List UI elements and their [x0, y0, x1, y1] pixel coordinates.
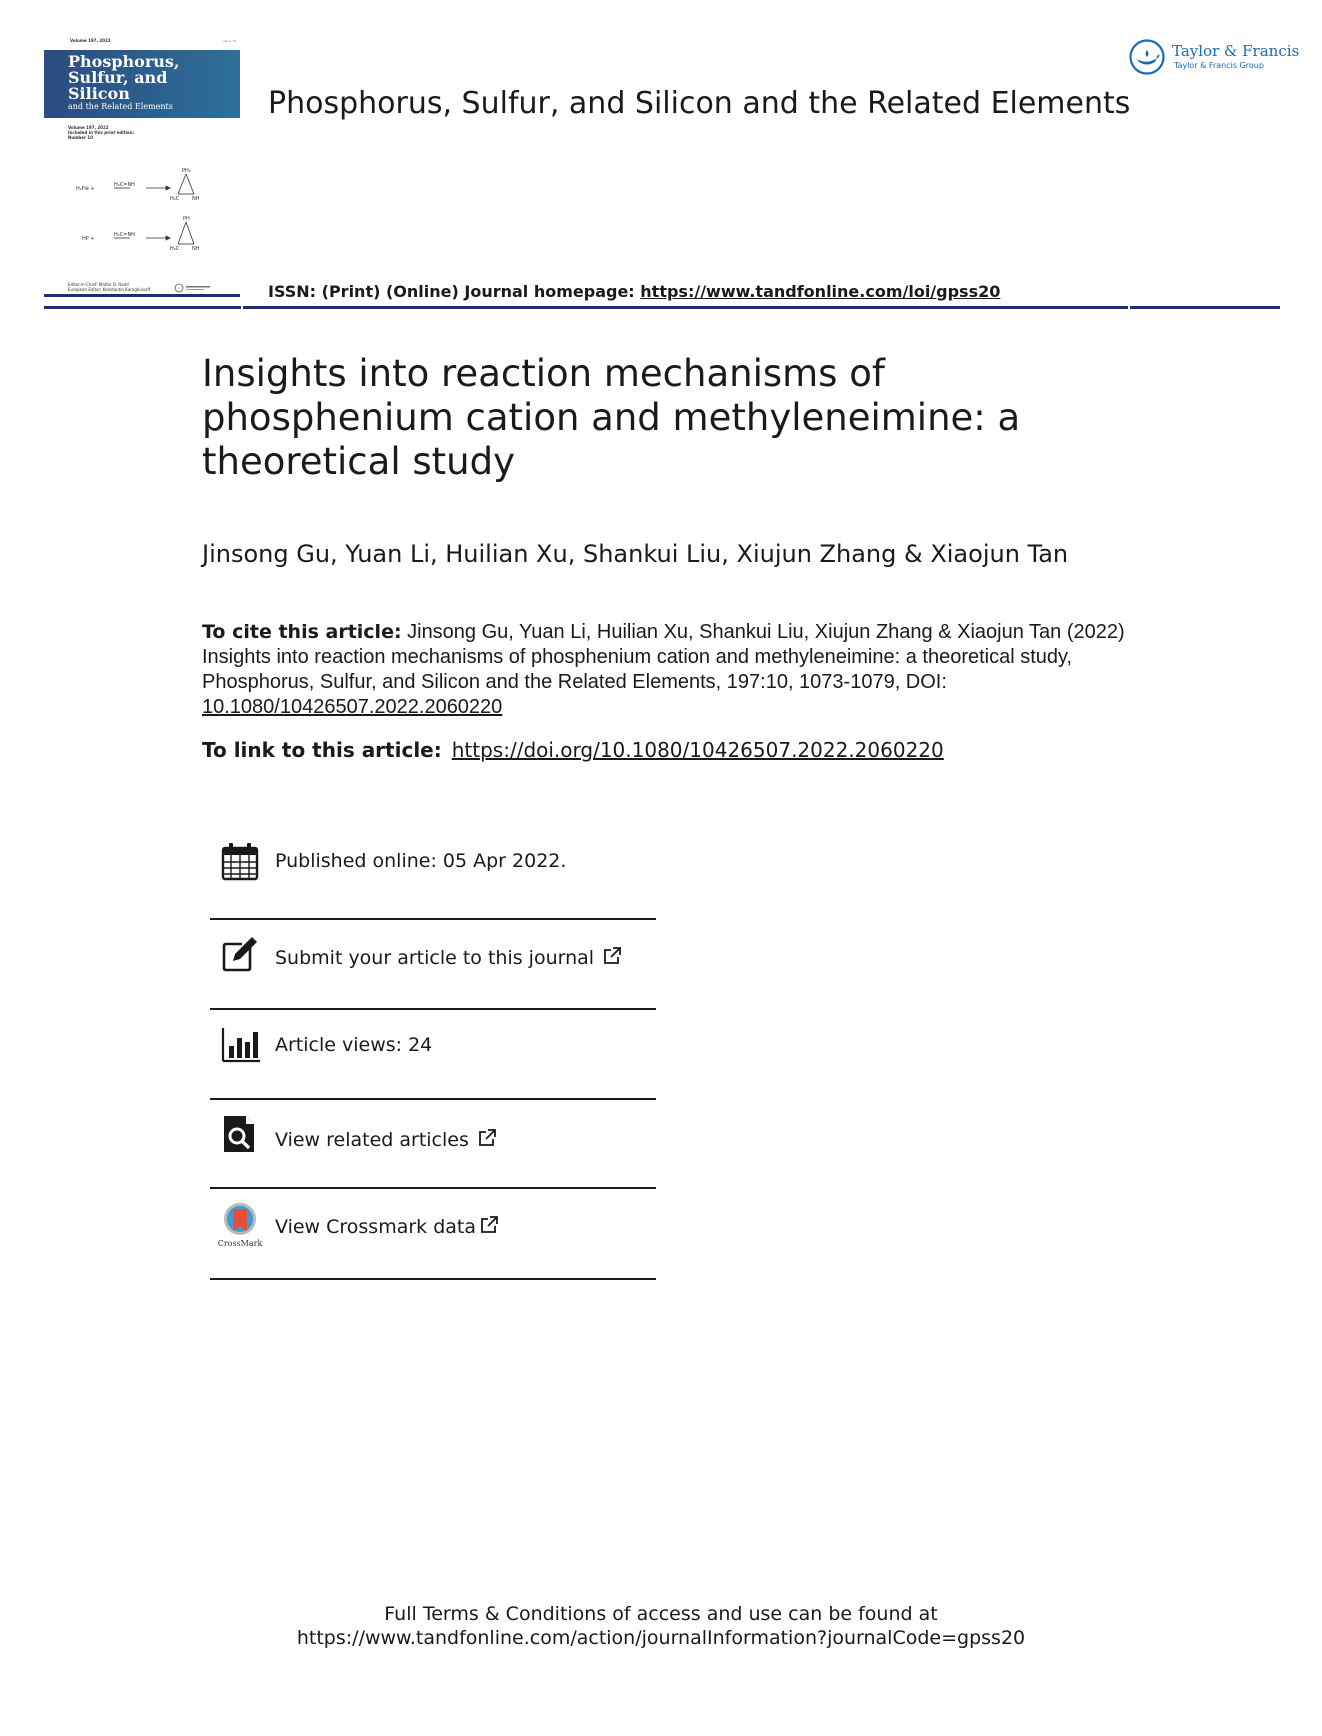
related-articles-label: View related articles: [275, 1129, 469, 1151]
publisher-logo[interactable]: [1128, 38, 1300, 80]
cover-editors: [68, 282, 150, 292]
cover-title-line3: Silicon: [68, 84, 130, 103]
cover-subtitle: and the Related Elements: [68, 102, 173, 111]
terms-line1: Full Terms & Conditions of access and use can be found at: [384, 1603, 938, 1625]
taylor-francis-lamp-icon: [1128, 38, 1166, 76]
crossmark-text[interactable]: [275, 1215, 499, 1238]
cover-chemistry-scheme-icon: [74, 166, 224, 266]
cover-editor1: Editor-in-Chief: Mattie D. Rudd: [68, 282, 129, 287]
svg-text:NH: NH: [192, 246, 200, 252]
citation-block: [202, 620, 1132, 720]
article-title: Insights into reaction mechanisms of phosphenium cation and methyleneimine: a theoretical study: [202, 352, 1021, 483]
bar-chart-icon: [220, 1024, 260, 1064]
svg-text:H₂C=NH: H₂C=NH: [114, 182, 135, 188]
cover-info: [44, 118, 240, 140]
published-online-row: [210, 838, 656, 928]
article-doi-link[interactable]: https://doi.org/10.1080/10426507.2022.2060220: [451, 738, 944, 762]
header-rule: [44, 306, 1280, 309]
svg-text:HP +: HP +: [82, 236, 95, 242]
journal-name: Phosphorus, Sulfur, and Silicon and the Related Elements: [268, 86, 1131, 121]
journal-homepage-link[interactable]: https://www.tandfonline.com/loi/gpss20: [640, 282, 1001, 301]
svg-text:PH: PH: [183, 216, 190, 222]
edit-icon: [220, 934, 260, 974]
article-authors: Jinsong Gu, Yuan Li, Huilian Xu, Shankui Liu, Xiujun Zhang & Xiaojun Tan: [202, 540, 1069, 568]
publisher-group: Taylor & Francis Group: [1174, 61, 1264, 70]
cover-title-band: [44, 50, 240, 118]
svg-text:PH₂: PH₂: [182, 168, 191, 174]
cover-title-line1: Phosphorus,: [68, 52, 180, 71]
cite-text: Jinsong Gu, Yuan Li, Huilian Xu, Shankui Liu, Xiujun Zhang & Xiaojun Tan (2022) Insights into reaction mechanisms of phosphenium cation and methyleneimine: a theoretical study, Phosphorus, Sulfur, and Silicon and the Related Elements, 197:10, 1073-1079, DOI:: [202, 621, 1125, 693]
calendar-icon: [220, 842, 260, 882]
header-rule-gap: [1128, 305, 1130, 310]
article-views-text: Article views: 24: [275, 1034, 433, 1056]
external-link-icon: [477, 1128, 497, 1148]
crossmark-label: View Crossmark data: [275, 1216, 477, 1238]
external-link-icon: [602, 946, 622, 966]
cover-volume-label: Volume 197, 2022: [70, 38, 111, 43]
terms-url[interactable]: https://www.tandfonline.com/action/journalInformation?journalCode=gpss20: [296, 1627, 1026, 1649]
cover-info-line1: Volume 197, 2022: [68, 125, 109, 130]
cover-title-line2: Sulfur, and: [68, 68, 168, 87]
crossmark-caption: CrossMark: [217, 1239, 263, 1248]
cover-bottom-bar: [44, 294, 240, 297]
crossmark-row[interactable]: [210, 1189, 656, 1279]
article-views-row: [210, 1010, 656, 1100]
article-link-line: [202, 738, 944, 762]
related-articles-row[interactable]: [210, 1100, 656, 1190]
svg-text:H₂C: H₂C: [170, 196, 180, 202]
publisher-name: Taylor & Francis: [1172, 42, 1300, 60]
cover-editor2: European Editor: Konstantin Karaghiosoff: [68, 287, 151, 292]
row-divider: [210, 1278, 656, 1280]
cite-doi-link[interactable]: 10.1080/10426507.2022.2060220: [202, 696, 503, 718]
svg-text:NH: NH: [192, 196, 200, 202]
external-link-icon: [479, 1215, 499, 1235]
cite-label: To cite this article:: [202, 621, 402, 643]
issn-line: [268, 282, 1000, 301]
submit-article-row[interactable]: [210, 920, 656, 1010]
document-search-icon: [220, 1114, 260, 1154]
crossmark-icon: [217, 1201, 263, 1249]
cover-info-line3: Number 10: [68, 135, 93, 140]
related-articles-text[interactable]: [275, 1128, 497, 1151]
cover-info-line2: Included in this print edition:: [68, 130, 135, 135]
submit-article-text[interactable]: [275, 946, 622, 969]
cover-publisher-logo-icon: [174, 283, 214, 293]
published-online-text: Published online: 05 Apr 2022.: [275, 850, 567, 872]
link-label: To link to this article:: [202, 738, 442, 762]
terms-footer: [0, 1602, 1322, 1650]
svg-text:H₂P⊕ +: H₂P⊕ +: [76, 186, 95, 192]
submit-article-label: Submit your article to this journal: [275, 947, 595, 969]
cover-issue-label: Issue 10: [223, 39, 236, 43]
header-rule-gap: [241, 305, 243, 310]
svg-text:H₂C: H₂C: [170, 246, 180, 252]
journal-cover-thumbnail[interactable]: [44, 36, 240, 298]
issn-label: ISSN: (Print) (Online) Journal homepage:: [268, 282, 641, 301]
svg-text:H₂C=NH: H₂C=NH: [114, 232, 135, 238]
